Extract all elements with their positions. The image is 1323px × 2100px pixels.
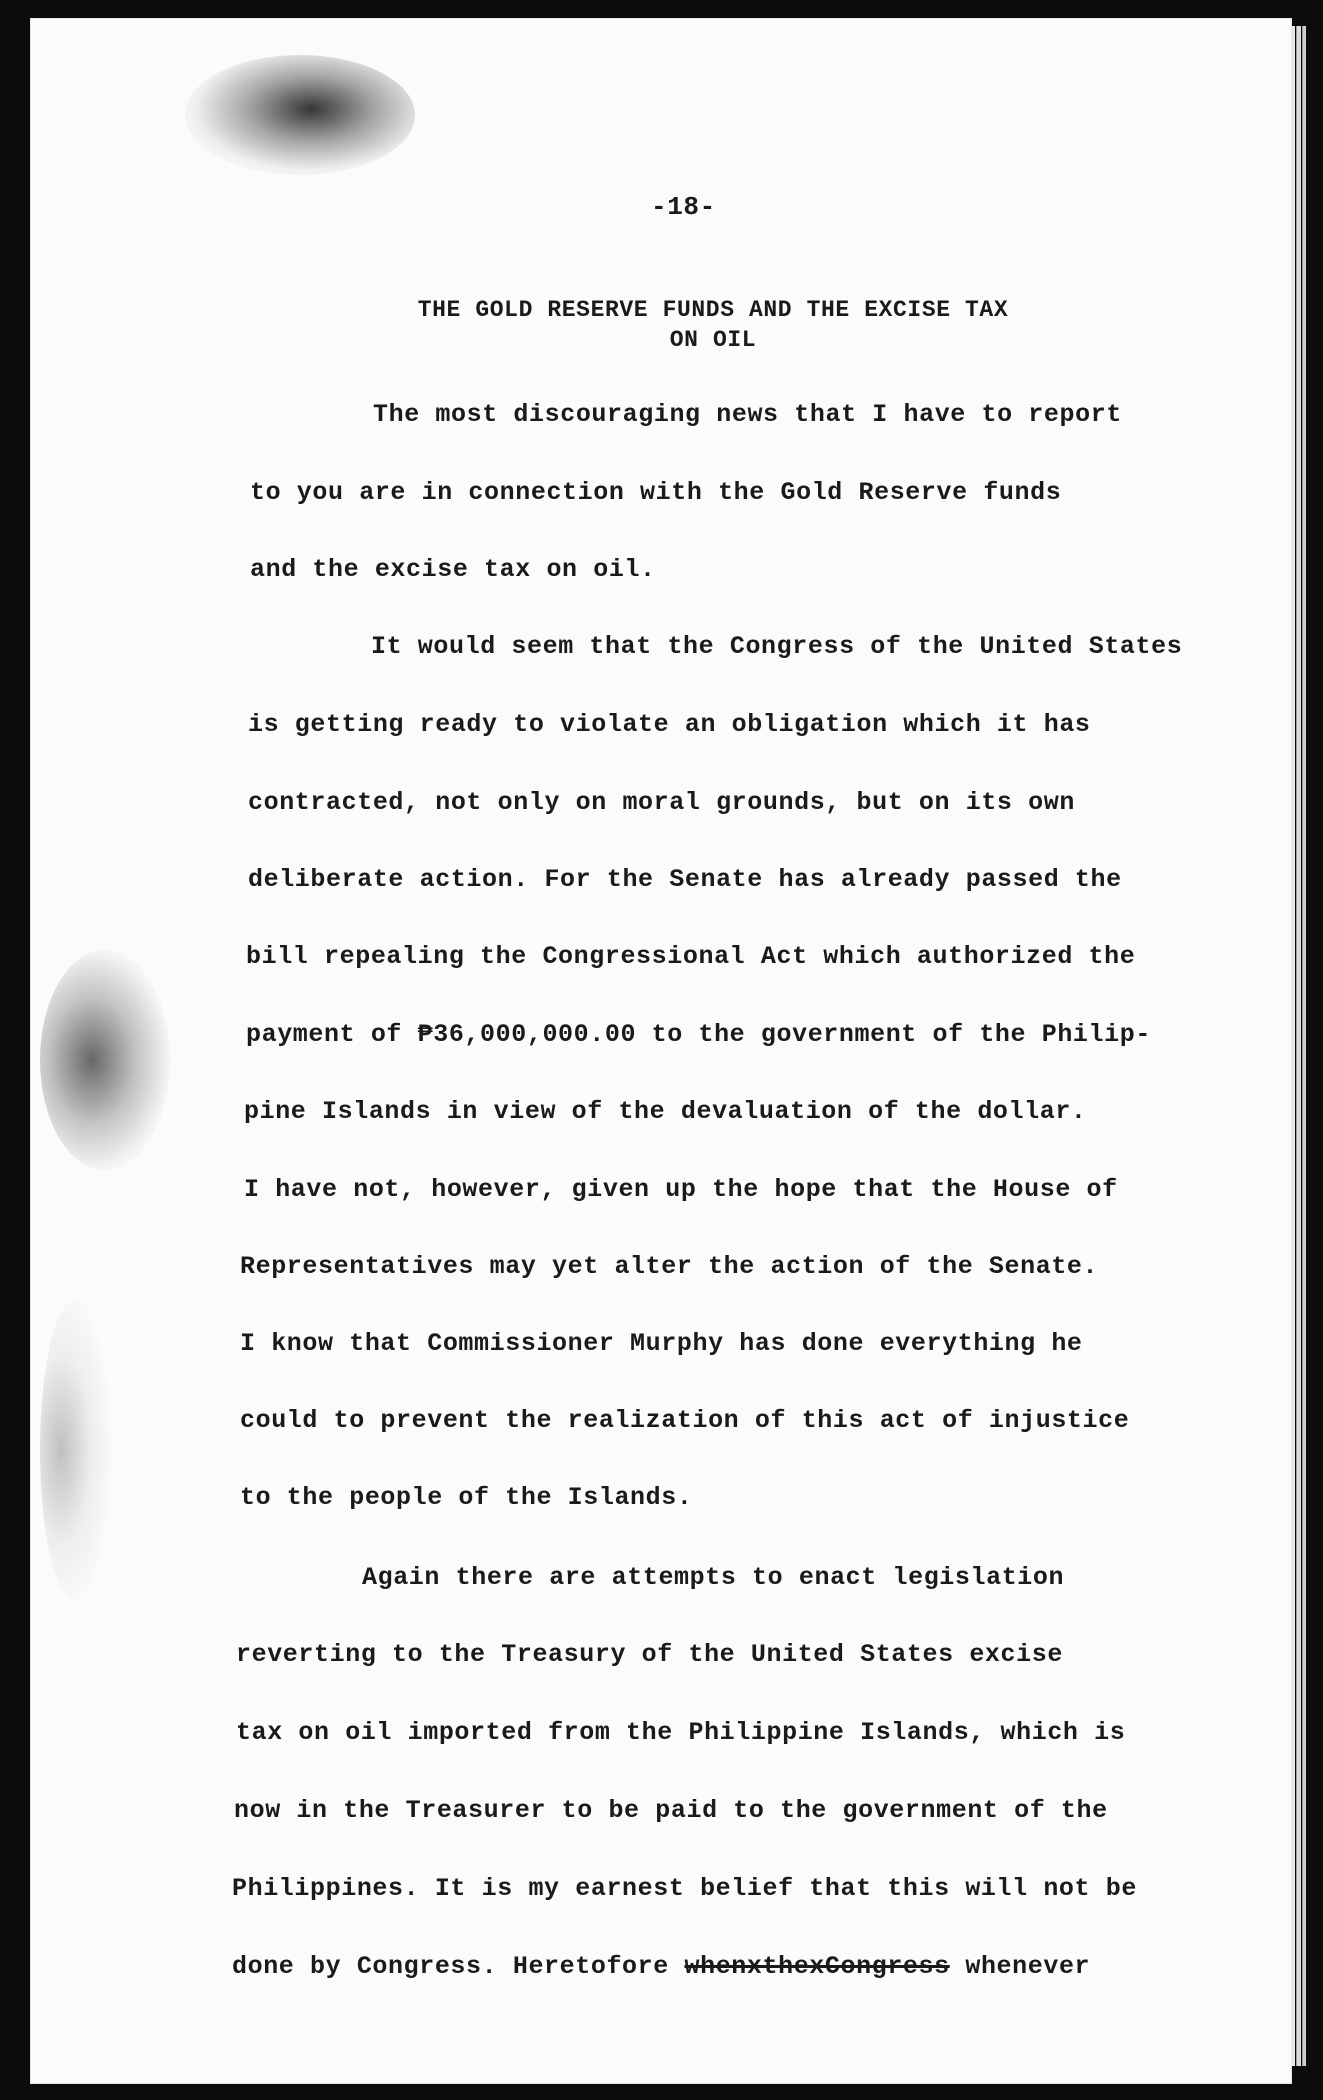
body-line: to you are in connection with the Gold Reserve funds — [250, 478, 1062, 507]
paper-edge — [1296, 26, 1301, 2066]
body-line-text: done by Congress. Heretofore — [232, 1952, 669, 1981]
body-line: to the people of the Islands. — [240, 1483, 693, 1512]
body-line: bill repealing the Congressional Act which authorized the — [246, 942, 1136, 971]
body-line: The most discouraging news that I have to report — [373, 400, 1122, 429]
body-line: I know that Commissioner Murphy has done everything he — [240, 1329, 1083, 1358]
body-line: payment of ₱36,000,000.00 to the government of the Philip- — [246, 1020, 1151, 1049]
body-line: reverting to the Treasury of the United States excise — [236, 1640, 1063, 1669]
body-line-last — [232, 1952, 1090, 1981]
body-line: Again there are attempts to enact legislation — [362, 1563, 1065, 1592]
section-title-line: THE GOLD RESERVE FUNDS AND THE EXCISE TAX — [417, 297, 1009, 323]
body-line: deliberate action. For the Senate has already passed the — [248, 865, 1122, 894]
body-line: Philippines. It is my earnest belief that this will not be — [232, 1874, 1137, 1903]
body-line-text: whenever — [965, 1952, 1091, 1981]
body-line: I have not, however, given up the hope that the House of — [244, 1175, 1118, 1204]
body-line: and the excise tax on oil. — [250, 555, 656, 584]
section-title — [388, 295, 1038, 355]
page-number: -18- — [651, 192, 716, 222]
body-line: It would seem that the Congress of the United States — [371, 632, 1183, 661]
body-line: pine Islands in view of the devaluation of the dollar. — [244, 1097, 1087, 1126]
body-line: is getting ready to violate an obligation which it has — [248, 710, 1091, 739]
struck-out-text: whenxthexCongress — [684, 1952, 950, 1981]
paper-edge — [1302, 26, 1306, 2066]
section-title-line: ON OIL — [669, 327, 757, 353]
body-line: now in the Treasurer to be paid to the government of the — [234, 1796, 1108, 1825]
body-line: contracted, not only on moral grounds, but on its own — [248, 788, 1075, 817]
body-line: Representatives may yet alter the action of the Senate. — [240, 1252, 1099, 1281]
body-line: tax on oil imported from the Philippine Islands, which is — [236, 1718, 1126, 1747]
body-line: could to prevent the realization of this act of injustice — [240, 1406, 1130, 1435]
